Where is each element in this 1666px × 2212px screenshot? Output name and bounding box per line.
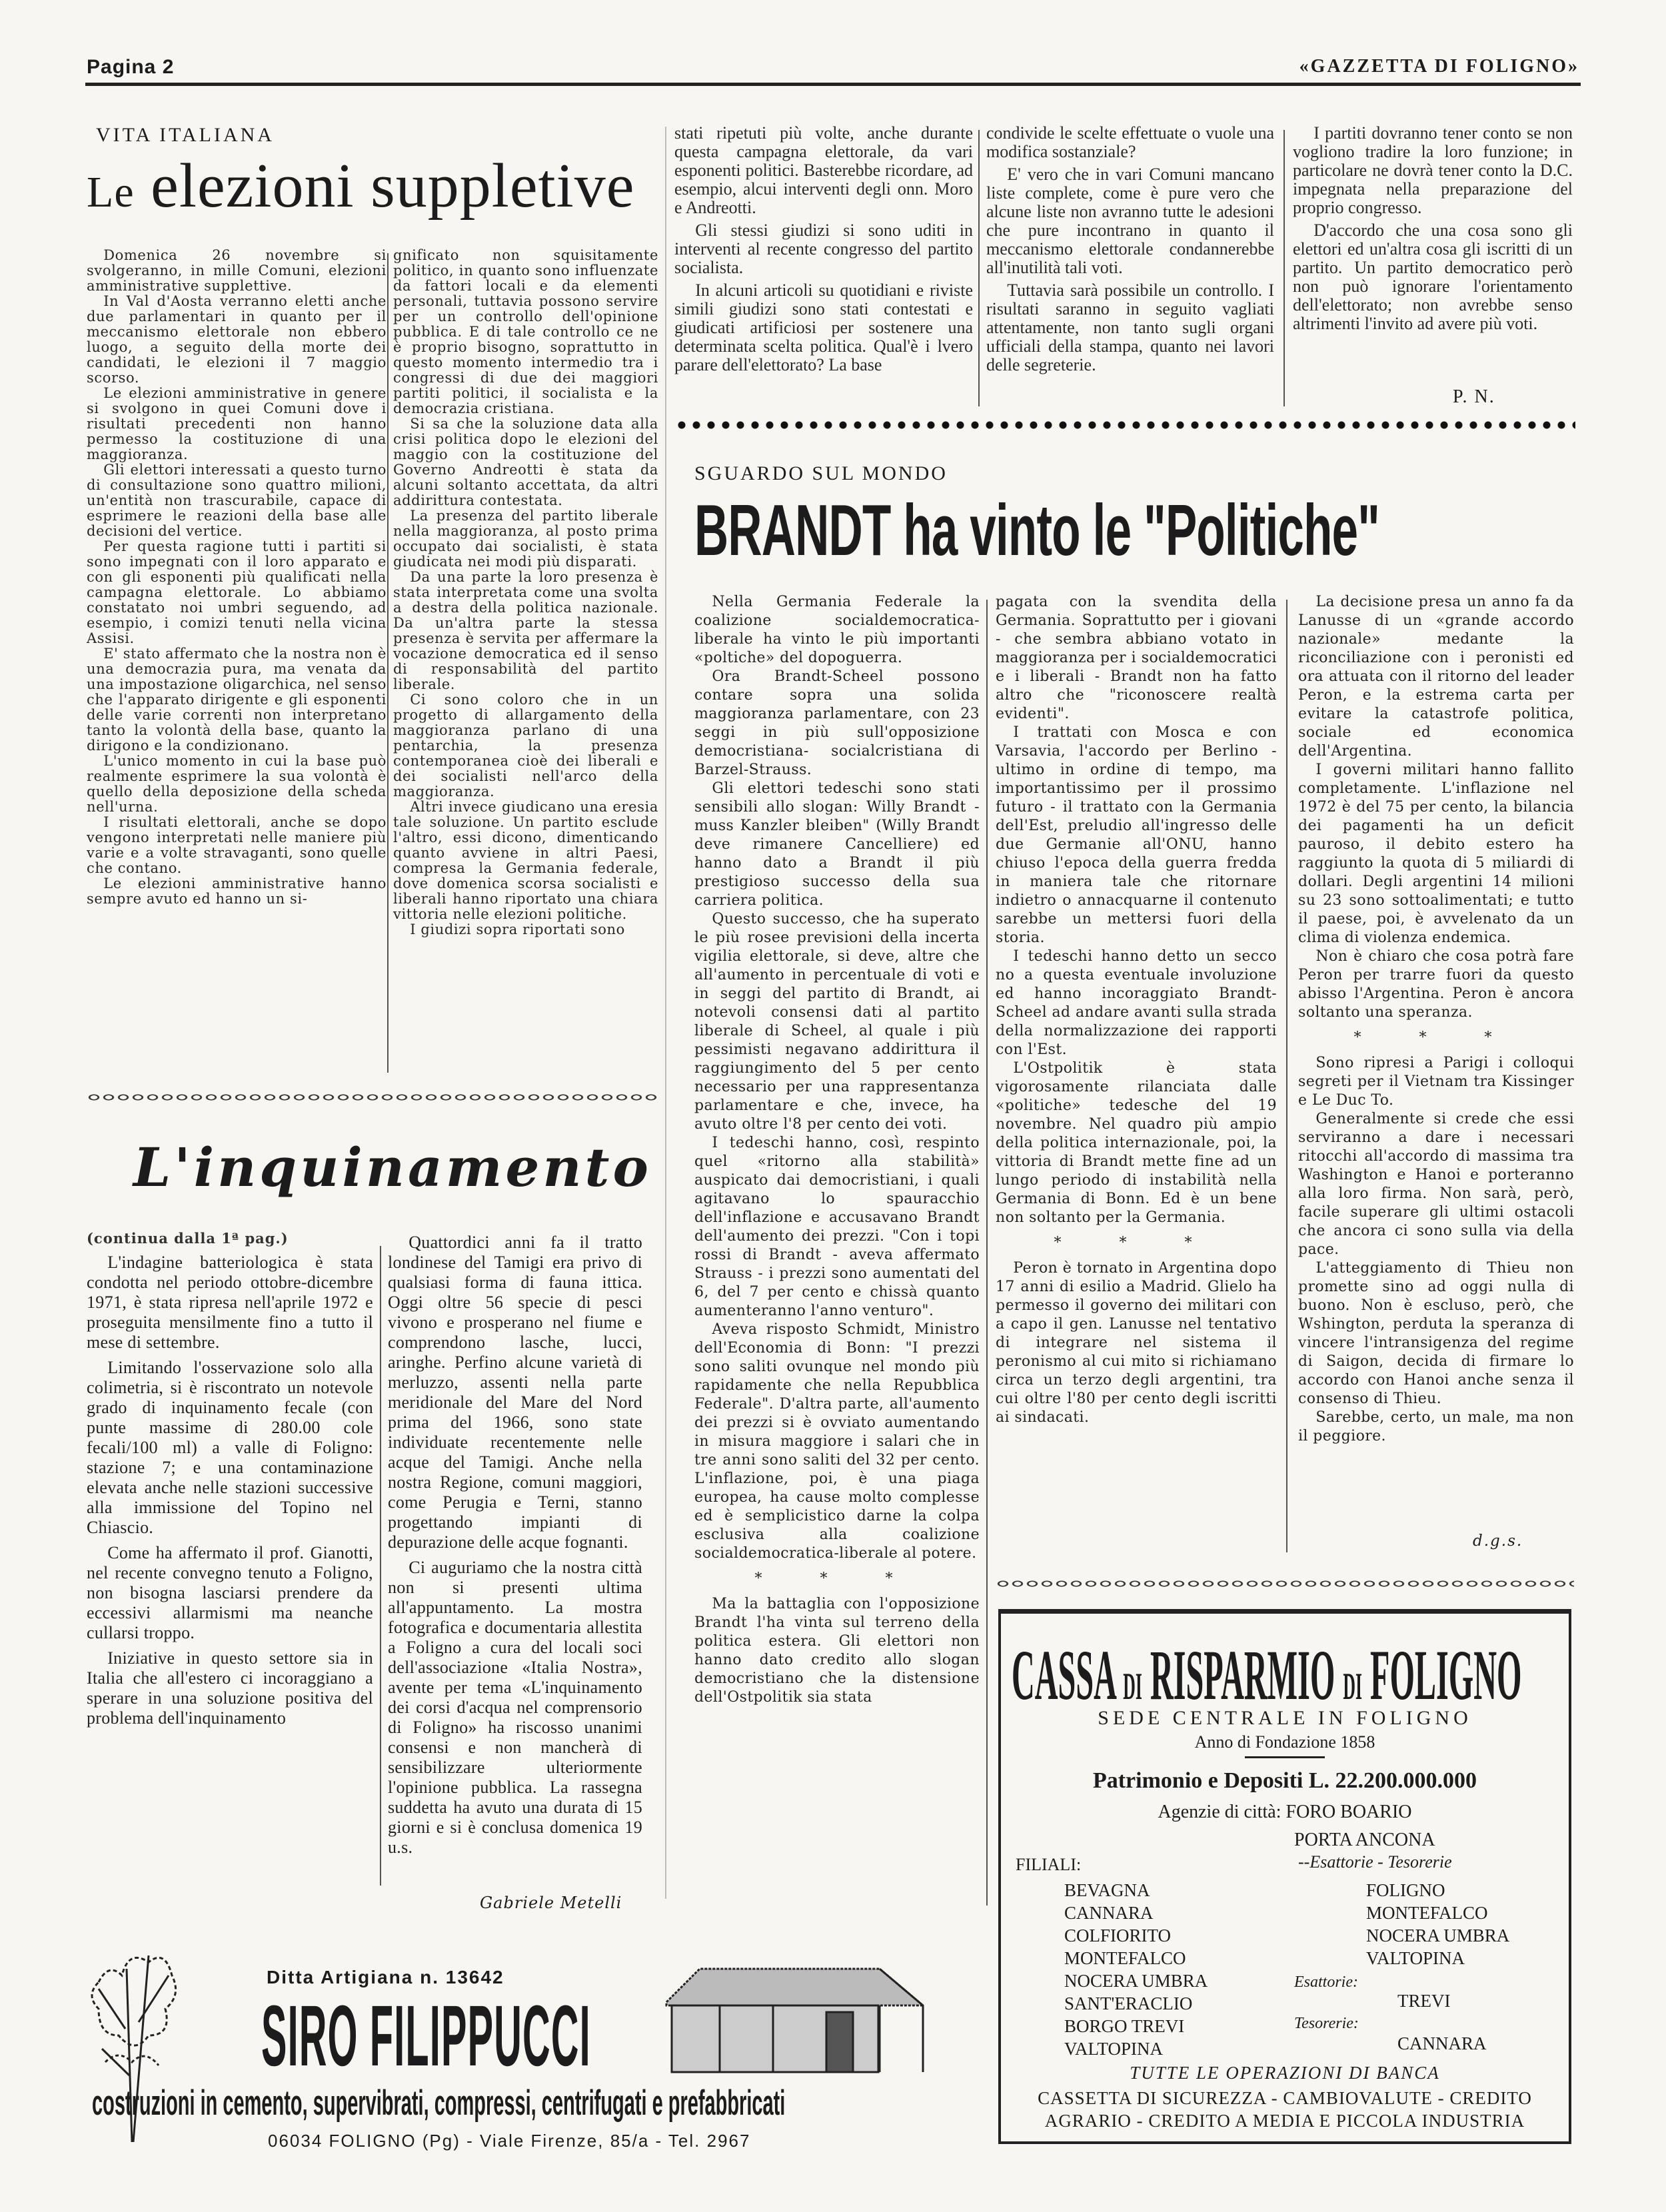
paragraph: I giudizi sopra riportati sono (410, 921, 625, 937)
office: MONTEFALCO (1366, 1903, 1488, 1923)
section-kicker: SGUARDO SUL MONDO (694, 462, 948, 484)
paragraph: Si sa che la soluzione data alla crisi politica dopo le elezioni del maggio con la costituzione del Governo Andreotti è stata da alcuni soltanto accettata, da altri addirittura contestata. (393, 416, 658, 508)
page-number: Pagina 2 (87, 56, 175, 78)
column-rule (1286, 600, 1287, 1552)
article-column (1293, 124, 1573, 337)
tesorerie-label: Tesorerie: (1294, 2015, 1359, 2032)
paragraph: La presenza del partito liberale nella maggioranza, al posto prima occupato dai socialisti, è stata giudicata nei modi più disparati. (393, 508, 658, 570)
branch: MONTEFALCO (1064, 1948, 1186, 1968)
bank-name-part: DI (1123, 1664, 1142, 1708)
bank-services: AGRARIO - CREDITO A MEDIA E PICCOLA INDUSTRIA (1044, 2111, 1525, 2131)
ornamental-separator (87, 1093, 657, 1102)
dotted-separator (674, 420, 1575, 430)
paragraph: pagata con la svendita della Germania. Soprattutto per i giovani - che sembra abbiano votato in maggioranza per i socialdemocratici e i liberali - Brandt non ha fatto altro che "riconoscere realtà evidenti". (996, 594, 1277, 722)
branch: NOCERA UMBRA (1064, 1971, 1208, 1991)
paragraph: Aveva risposto Schmidt, Ministro dell'Economia di Bonn: "I prezzi sono saliti ovunque nel mondo più rapidamente che nella Repubblica Federale". D'altra parte, all'aumento dei prezzi si è ovviato aumentando in misura maggiore i salari che in tre anni sono saliti del 32 per cento. L'inflazione, poi, è una piaga europea, ha cause molto complesse ed è semplicistico darne la colpa esclusiva alla coalizione socialdemocratica-liberale al potere. (694, 1321, 980, 1562)
author-signature: P. N. (1453, 386, 1495, 407)
paragraph: Generalmente si crede che essi serviranno a dare i necessari ritocchi all'accordo di massima tra Washington e Hanoi e porteranno alla loro firma. Non sarà, però, facile superare gli ultimi ostacoli che ancora ci sono sulla via della pace. (1298, 1111, 1574, 1258)
paragraph: Ci auguriamo che la nostra città non si presenti ultima all'appuntamento. La mostra fotografica e documentaria allestita a Foligno a cura del locali soci dell'associazione «Italia Nostra», avente per tema «L'inquinamento dei corsi d'acqua nel comprensorio di Foligno» ha riscosso unanimi consensi e non mancherà di sensibilizzare ulteriormente l'opinione pubblica. La rassegna suddetta ha avuto una durata di 15 giorni e si è conclusa domenica 19 u.s. (388, 1558, 642, 1857)
office: NOCERA UMBRA (1366, 1926, 1510, 1945)
ornamental-separator (996, 1579, 1574, 1588)
title-prefix: Le (87, 168, 135, 217)
paragraph: Le elezioni amministrative hanno sempre avuto ed hanno un si- (87, 875, 387, 907)
branch: BEVAGNA (1064, 1880, 1150, 1900)
paragraph: I tedeschi hanno, così, respinto quel «ritorno alla stabilità» auspicato dai democristiani, i quali agitavano lo spauracchio dell'inflazione e accusavano Brandt dell'aumento dei prezzi. "Con i topi rossi di Brandt - aveva affermato Strauss - i prezzi sono aumentati del 6, del 7 per cento e chissà quanto aumenteranno l'anno venturo". (694, 1135, 980, 1319)
paragraph: Limitando l'osservazione solo alla colimetria, si è riscontrato un notevole grado di inquinamento fecale (con punte massime di 280.00 cole fecali/100 ml) a valle di Foligno: stazione 7; e una contaminazione elevata anche nelle stazioni successive alla immissione del Topino nel Chiascio. (87, 1358, 373, 1537)
paragraph: Altri invece giudicano una eresia tale soluzione. Un partito esclude l'altro, essi dicono, dimenticando quanto avviene in altri Paesi, compresa la Germania federale, dove domenica scorsa socialisti e liberali hanno riportato una chiara vittoria nelle elezioni politiche. (393, 799, 658, 922)
paragraph: L'indagine batteriologica è stata condotta nel periodo ottobre-dicembre 1971, è stata ripresa nell'aprile 1972 e proseguita mensilmente fino a tutto il mese di settembre. (87, 1253, 373, 1352)
paragraph: Gli stessi giudizi si sono uditi in interventi al recente congresso del partito socialista. (674, 221, 973, 277)
paragraph: E' stato affermato che la nostra non è una democrazia pura, ma venata da una impostazione oligarchica, nel senso che l'apparato dirigente e gli esponenti delle varie correnti non interpretano tanto la volontà della base, quanto la dirigono e la condizionano. (87, 646, 387, 754)
section-separator: * * * (1054, 1235, 1219, 1251)
paragraph: Le elezioni amministrative in genere si svolgono in quei Comuni dove i risultati precedenti non hanno permesso la costituzione di una maggioranza. (87, 385, 387, 462)
paragraph: L'atteggiamento di Thieu non promette sino ad oggi nulla di buono. Non è escluso, però, che Wshington, perduta la speranza di vincere l'intransigenza del regime di Saigon, decida di firmare lo accordo con Hanoi anche senza il consenso di Thieu. (1298, 1260, 1574, 1407)
paragraph: condivide le scelte effettuate o vuole una modifica sostanziale? (986, 123, 1274, 161)
paragraph: Peron è tornato in Argentina dopo 17 anni di esilio a Madrid. Glielo ha permesso il governo dei militari con a capo il gen. Lanusse nel tentativo di integrare nel sistema il peronismo al cui mito si richiamano circa un terzo degli argentini, tra cui oltre l'80 per cento degli iscritti ai sindacati. (996, 1260, 1277, 1426)
paragraph: E' vero che in vari Comuni mancano liste complete, come è pure vero che alcune liste non avranno tutte le adesioni che pure incontrano in quanto il meccanismo elettorale condannerebbe all'inutilità tali voti. (986, 165, 1274, 277)
paragraph: I partiti dovranno tener conto se non vogliono tradire la loro funzione; in particolare ne dovrà tener conto la D.C. impegnata nella preparazione del proprio congresso. (1293, 123, 1573, 217)
article-column (996, 593, 1277, 1427)
branch: COLFIORITO (1064, 1926, 1172, 1945)
ad-tagline: costruzioni in cemento, supervibrati, compressi, centrifugati e prefabbricati (92, 2083, 786, 2122)
bank-headquarters: SEDE CENTRALE IN FOLIGNO (1098, 1707, 1472, 1729)
paragraph: In Val d'Aosta verranno eletti anche due parlamentari in quanto per il meccanismo elettorale non ebbero luogo, a seguito della morte dei candidati, le elezioni il 7 maggio scorso. (87, 293, 387, 386)
paragraph: L'Ostpolitik è stata vigorosamente rilanciata dalle «politiche» tedesche del 19 novembre. Nel quadro più ampio della politica internazionale, poi, la vittoria di Brandt mette fine ad un lungo periodo di instabilità nella Germania di Bonn. Ed è un bene non soltanto per la Germania. (996, 1060, 1277, 1226)
paragraph: Nella Germania Federale la coalizione socialdemocratica-liberale ha vinto le più importanti «poltiche» del dopoguerra. (694, 594, 980, 666)
bank-name-part: FOLIGNO (1370, 1634, 1522, 1715)
esattorie-tesorerie-list (1366, 1879, 1509, 1969)
title-main: elezioni suppletive (151, 151, 635, 221)
paragraph: I tedeschi hanno detto un secco no a questa eventuale involuzione ed hanno incoraggiato Brandt-Scheel ad andare avanti sulla strada della normalizzazione dei rapporti con l'Est. (996, 948, 1277, 1058)
paragraph: La decisione presa un anno fa da Lanusse di un «grande accordo nazionale» medante la riconciliazione con i peronisti ed ora attuata con il ritorno del leader Peron, e la estrema carta per evitare la catastrofe politica, sociale ed economica dell'Argentina. (1298, 594, 1574, 760)
header-rule (85, 83, 1581, 86)
column-rule (380, 1246, 381, 1886)
paragraph: I trattati con Mosca e con Varsavia, l'accordo per Berlino - ultimo in ordine di tempo, ma importantissimo per il prossimo futuro - il trattato con la Germania dell'Est, preludio all'ingresso delle due Germanie all'ONU, hanno chiuso l'epoca della guerra fredda in maniera tale che ritornare indietro o annacquarne il contenuto sarebbe un mettersi fuori della storia. (996, 724, 1277, 946)
column-rule (986, 600, 988, 1906)
paragraph: Sono ripresi a Parigi i colloqui segreti per il Vietnam tra Kissinger e Le Duc To. (1298, 1055, 1574, 1109)
author-signature: Gabriele Metelli (480, 1894, 622, 1912)
author-signature: d.g.s. (1473, 1532, 1523, 1550)
paragraph: Da una parte la loro presenza è stata interpretata come una svolta a destra della politica nazionale. Da un'altra parte la stessa presenza è servita per affermare la vocazione democratica ed il senso di responsabilità del partito liberale. (393, 569, 658, 692)
paragraph: Quattordici anni fa il tratto londinese del Tamigi era privo di qualsiasi forma di fauna ittica. Oggi oltre 56 specie di pesci vivono e prosperano nel fiume e comprendono lasche, lucci, aringhe. Perfino alcune varietà di merluzzo, assenti nella parte meridionale del Mare del Nord prima del 1966, sono state individuate recentemente nelle acque del Tamigi. Anche nella nostra Regione, comuni maggiori, come Perugia e Terni, stanno progettando impianti di depurazione delle acque fognanti. (388, 1233, 642, 1552)
paragraph: In alcuni articoli su quotidiani e riviste simili giudizi sono stati contestati e giudicati artificiosi per sostenere una determinata scelta politica. Qual'è i lvero parare dell'elettorato? La base (674, 280, 973, 374)
paragraph: I governi militari hanno fallito completamente. L'inflazione nel 1972 è del 75 per cento, la bilancia dei pagamenti ha un deficit pauroso, il debito estero ha raggiunto la quota di 5 miliardi di dollari. Degli argentini 14 milioni su 23 sono sottoalimentati; e tutto il paese, poi, è avvelenato da un clima di violenza endemica. (1298, 762, 1574, 946)
article-column (1298, 593, 1574, 1446)
bank-name-part: DI (1343, 1664, 1363, 1708)
paragraph: Questo successo, che ha superato le più rosee previsioni della incerta vigilia elettorale, si deve, altre che all'aumento in percentuale di voti e in seggi del partito di Brandt, ai notevoli consensi dati al partito liberale di Scheel, al quale i più pessimisti negavano addirittura il raggiungimento del 5 per cento necessario per una rappresentanza parlamentare e che, invece, ha avuto oltre l'8 per cento dei voti. (694, 911, 980, 1133)
bank-services: CASSETTA DI SICUREZZA - CAMBIOVALUTE - CREDITO (1038, 2088, 1532, 2108)
paragraph: Ma la battaglia con l'opposizione Brandt l'ha vinta sul terreno della politica estera. Gli elettori non hanno dato credito allo slogan democristiano che la distensione dell'Ostpolitik sia stata (694, 1596, 980, 1706)
paragraph: Non è chiaro che cosa potrà fare Peron per trarre fuori da questo abisso l'Argentina. Peron è ancora soltanto una speranza. (1298, 948, 1574, 1021)
paragraph: L'unico momento in cui la base può realmente esprimere la sua volontà è quello della deposizione della scheda nell'urna. (87, 753, 387, 815)
article-column (87, 248, 387, 907)
bank-advertisement (998, 1609, 1571, 2144)
bank-operations: TUTTE LE OPERAZIONI DI BANCA (1130, 2063, 1440, 2083)
ad-company-name: SIRO FILIPPUCCI (261, 1987, 591, 2085)
bank-services-label: --Esattorie - Tesorerie (1298, 1852, 1452, 1872)
article-column (986, 124, 1274, 378)
branch-list (1064, 1879, 1208, 2060)
paragraph: Per questa ragione tutti i partiti si sono impegnati con il loro apparato e con gli esponenti più qualificati nella campagna elettorale. Lo abbiamo constatato noi umbri seguendo, ad esempio, i comizi tenuti nella vicina Assisi. (87, 538, 387, 646)
branch: VALTOPINA (1064, 2039, 1164, 2059)
column-rule (665, 127, 666, 1899)
house-illustration (660, 1965, 933, 2079)
paragraph: Iniziative in questo settore sia in Italia che all'estero ci incoraggiano a sperare in una soluzione positiva del problema dell'inquinamento (87, 1648, 373, 1728)
esattorie-value: TREVI (1397, 1991, 1451, 2011)
divider (1245, 1756, 1325, 1758)
bank-name (1012, 1634, 1522, 1715)
article-column (388, 1233, 642, 1863)
article-headline: BRANDT ha vinto le "Politiche" (694, 490, 1380, 571)
section-kicker: VITA ITALIANA (96, 124, 275, 146)
tesorerie-value: CANNARA (1397, 2033, 1487, 2053)
branches-label: FILIALI: (1016, 1855, 1082, 1874)
continued-note: (continua dalla 1ª pag.) (87, 1230, 289, 1247)
article-column (674, 124, 973, 378)
paragraph: D'accordo che una cosa sono gli elettori ed un'altra cosa gli iscritti di un partito. Un partito democratico però non può ignorare l'orientamento dell'elettorato; non avrebbe senso altrimenti l'invito ad avere più voti. (1293, 221, 1573, 333)
office: VALTOPINA (1366, 1948, 1465, 1968)
ad-address: 06034 FOLIGNO (Pg) - Viale Firenze, 85/a - Tel. 2967 (268, 2131, 751, 2151)
paragraph: Come ha affermato il prof. Gianotti, nel recente convegno tenuto a Foligno, non bisogna lasciarsi prendere da eccessivi allarmismi ma neanche cullarsi troppo. (87, 1543, 373, 1642)
esattorie-label: Esattorie: (1294, 1973, 1358, 1991)
branch: SANT'ERACLIO (1064, 1993, 1193, 2013)
bank-agencies: Agenzie di città: FORO BOARIO (1158, 1802, 1412, 1822)
branch: BORGO TREVI (1064, 2016, 1185, 2036)
article-column (694, 593, 980, 1707)
paragraph: Tuttavia sarà possibile un controllo. I risultati saranno in seguito vagliati attentamente, non tanto sugli organi ufficiali della stampa, quanto nei lavori delle segreterie. (986, 280, 1274, 374)
article-column (87, 1253, 373, 1734)
paragraph: Gli elettori tedeschi sono stati sensibili allo slogan: Willy Brandt - muss Kanzler bleiben" (Willy Brandt deve rimanere Cancelliere) ed hanno dato a Brandt il più prestigioso successo della sua carriera politica. (694, 780, 980, 909)
section-separator: * * * (1353, 1029, 1519, 1046)
paragraph: stati ripetuti più volte, anche durante questa campagna elettorale, da vari esponenti politici. Basterebbe ricordare, ad esempio, alcui interventi degli onn. Moro e Andreotti. (674, 123, 973, 217)
column-rule (387, 253, 389, 1073)
office: FOLIGNO (1366, 1880, 1445, 1900)
article-column (393, 248, 658, 937)
section-separator: * * * (754, 1570, 920, 1587)
masthead: «GAZZETTA DI FOLIGNO» (1299, 56, 1579, 77)
paragraph: Sarebbe, certo, un male, ma non il peggiore. (1298, 1409, 1574, 1444)
paragraph: gnificato non squisitamente politico, in quanto sono influenzate da fattori locali e da elementi personali, tuttavia possono servire per un controllo dell'opinione pubblica. E di tale controllo ce ne è proprio bisogno, soprattutto in questo momento intermedio tra i congressi di due dei maggiori partiti politici, il socialista e la democrazia cristiana. (393, 247, 658, 416)
paragraph: I risultati elettorali, anche se dopo vengono interpretati nelle maniere più varie e a volte stravaganti, sono quelle che contano. (87, 814, 387, 876)
paragraph: Ci sono coloro che in un progetto di allargamento della maggioranza parlano di una pentarchia, la presenza contemporanea cioè dei liberali e dei socialisti nell'arco della maggioranza. (393, 692, 658, 800)
column-rule (978, 130, 980, 406)
bank-assets: Patrimonio e Depositi L. 22.200.000.000 (1092, 1768, 1477, 1793)
paragraph: Ora Brandt-Scheel possono contare sopra una solida maggioranza parlamentare, con 23 seggi in più sull'opposizione democristiana- socialcristiana di Barzel-Strauss. (694, 668, 980, 778)
ad-registration: Ditta Artigiana n. 13642 (267, 1967, 504, 1987)
paragraph: Domenica 26 novembre si svolgeranno, in mille Comuni, elezioni amministrative supplettive. (87, 247, 387, 294)
branch: CANNARA (1064, 1903, 1154, 1923)
bank-agency: PORTA ANCONA (1294, 1830, 1435, 1850)
article-title: L'inquinamento (133, 1136, 652, 1199)
bank-founded: Anno di Fondazione 1858 (1194, 1732, 1375, 1752)
bank-name-part: CASSA (1012, 1634, 1116, 1715)
column-rule (1283, 130, 1285, 406)
paragraph: Gli elettori interessati a questo turno di consultazione sono quattro milioni, un'entità non trascurabile, capace di esprimere le reazioni della base alle decisioni del vertice. (87, 462, 387, 539)
article-title (87, 151, 635, 221)
bank-name-part: RISPARMIO (1150, 1634, 1335, 1715)
